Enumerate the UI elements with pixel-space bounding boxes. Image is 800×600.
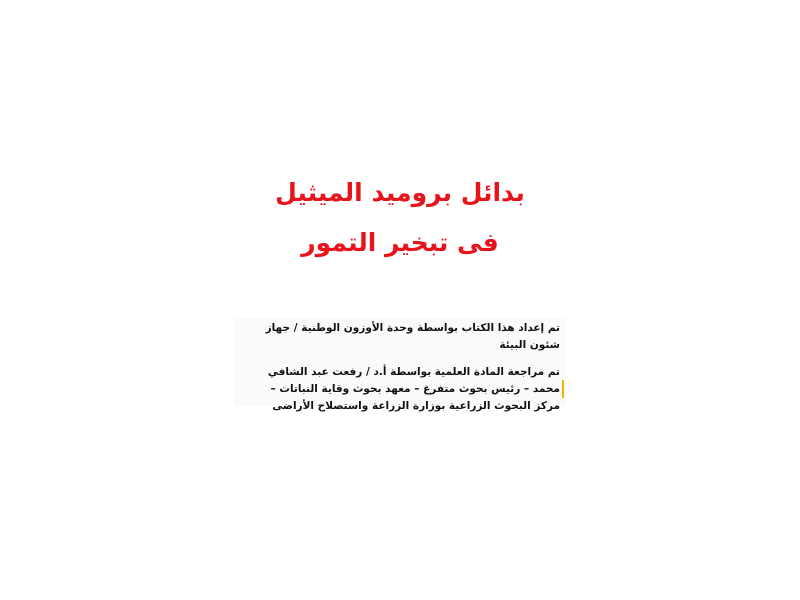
document-title-line-1: بدائل بروميد الميثيل (275, 178, 525, 207)
credits-box (234, 318, 566, 412)
accent-bar (562, 380, 564, 398)
document-title-line-2: فى تبخير التمور (301, 228, 499, 257)
prepared-by-text: تم إعداد هذا الكتاب بواسطة وحدة الأوزون الوطنية / جهاز شئون البيئة (265, 322, 560, 351)
reviewed-by-text: تم مراجعة المادة العلمية بواسطة أ.د / رفعت عبد الشافي محمد – رئيس بحوث متفرغ – معهد بحوث وقاية النباتات – مركز البحوث الزراعية بوزارة الزراعة واستصلاح الأراضى (267, 366, 560, 412)
